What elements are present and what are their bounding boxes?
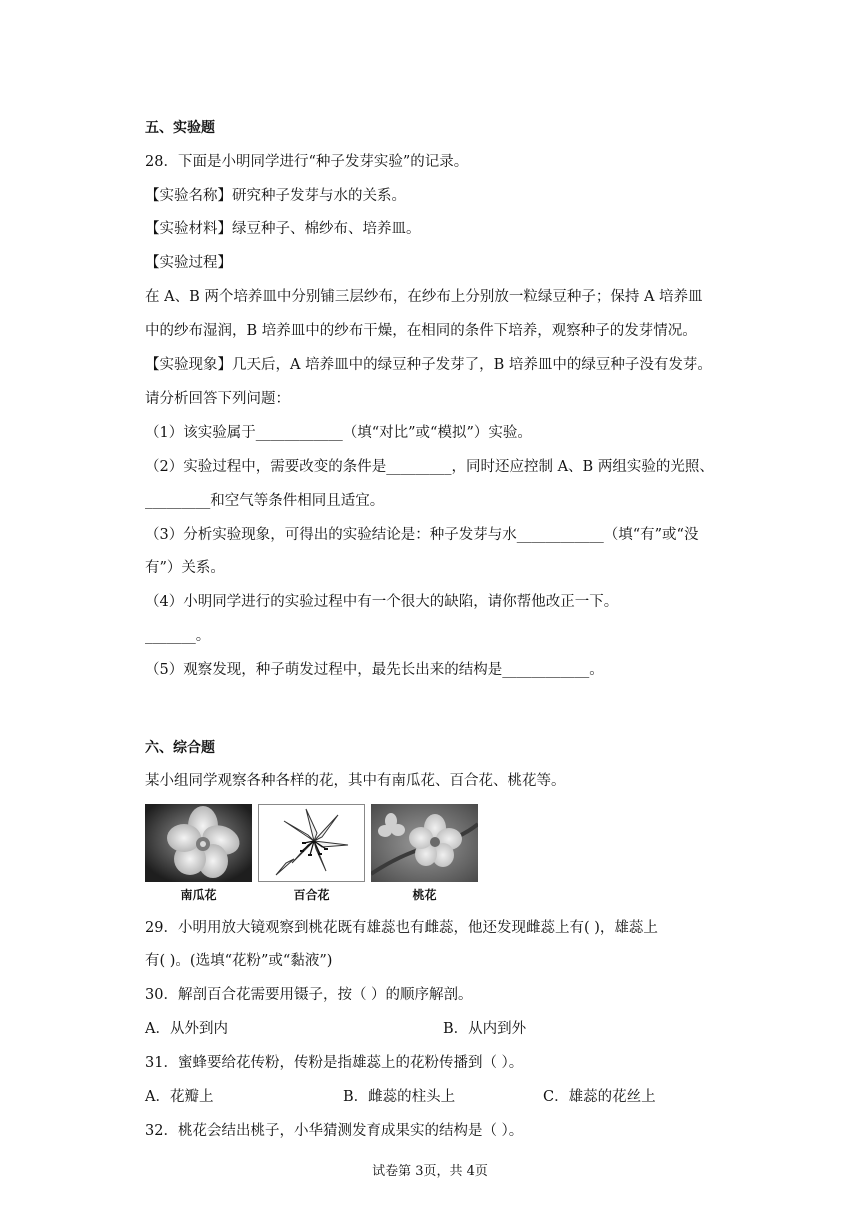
question-29-line-1: 29．小明用放大镜观察到桃花既有雄蕊也有雌蕊，他还发现雌蕊上有( )，雄蕊上 [145, 920, 658, 936]
pumpkin-flower-caption: 南瓜花 [180, 888, 217, 902]
lily-caption: 百合花 [293, 888, 330, 902]
section-6-intro: 某小组同学观察各种各样的花，其中有南瓜花、百合花、桃花等。 [145, 773, 566, 789]
flower-images [145, 804, 480, 908]
sub-question-2-line-2: _________和空气等条件相同且适宜。 [145, 493, 385, 509]
peach-flower-photo [371, 804, 478, 882]
peach-flower-figure [371, 804, 478, 908]
experiment-process-line-2: 中的纱布湿润，B 培养皿中的纱布干燥，在相同的条件下培养，观察种子的发芽情况。 [145, 323, 697, 339]
sub-question-5: （5）观察发现，种子萌发过程中，最先长出来的结构是____________。 [145, 662, 604, 678]
question-31-option-a: A．花瓣上 [145, 1089, 214, 1105]
section-5-title: 五、实验题 [145, 120, 215, 136]
question-32: 32．桃花会结出桃子，小华猜测发育成果实的结构是（ ）。 [145, 1123, 524, 1139]
sub-question-1: （1）该实验属于____________（填“对比”或“模拟”）实验。 [145, 425, 532, 441]
page-footer: 试卷第 3页，共 4页 [372, 1164, 488, 1179]
question-28: 28．下面是小明同学进行“种子发芽实验”的记录。 [145, 154, 469, 170]
pumpkin-flower-figure [145, 804, 252, 908]
sub-question-2-line-1: （2）实验过程中，需要改变的条件是_________，同时还应控制 A、B 两组实验的光照、 [145, 459, 714, 475]
question-29-line-2: 有( )。(选填“花粉”或“黏液”) [145, 953, 333, 969]
question-30: 30．解剖百合花需要用镊子，按（ ）的顺序解剖。 [145, 987, 473, 1003]
experiment-phenomenon: 【实验现象】几天后，A 培养皿中的绿豆种子发芽了，B 培养皿中的绿豆种子没有发芽。 [145, 357, 712, 373]
question-31-option-c: C．雄蕊的花丝上 [543, 1089, 656, 1105]
experiment-process-title: 【实验过程】 [145, 255, 232, 271]
pumpkin-flower-photo [145, 804, 252, 882]
lily-photo [258, 804, 365, 882]
question-30-option-b: B．从内到外 [443, 1021, 527, 1037]
question-31-option-b: B．雌蕊的柱头上 [343, 1089, 456, 1105]
experiment-process-line-1: 在 A、B 两个培养皿中分别铺三层纱布，在纱布上分别放一粒绿豆种子；保持 A 培养皿 [145, 289, 703, 305]
peach-flower-caption: 桃花 [412, 888, 437, 902]
lily-figure [258, 804, 365, 908]
sub-question-4-answer-blank: _______。 [145, 628, 211, 644]
sub-question-3-line-1: （3）分析实验现象，可得出的实验结论是：种子发芽与水____________（填“有”或“没 [145, 527, 699, 543]
experiment-materials: 【实验材料】绿豆种子、棉纱布、培养皿。 [145, 221, 421, 237]
analysis-prompt: 请分析回答下列问题： [145, 391, 290, 407]
question-31: 31．蜜蜂要给花传粉，传粉是指雄蕊上的花粉传播到（ ）。 [145, 1055, 524, 1071]
sub-question-3-line-2: 有”）关系。 [145, 560, 225, 576]
section-6-title: 六、综合题 [145, 740, 215, 756]
sub-question-4-line-1: （4）小明同学进行的实验过程中有一个很大的缺陷，请你帮他改正一下。 [145, 594, 619, 610]
question-30-option-a: A．从外到内 [145, 1021, 228, 1037]
experiment-name: 【实验名称】研究种子发芽与水的关系。 [145, 188, 406, 204]
